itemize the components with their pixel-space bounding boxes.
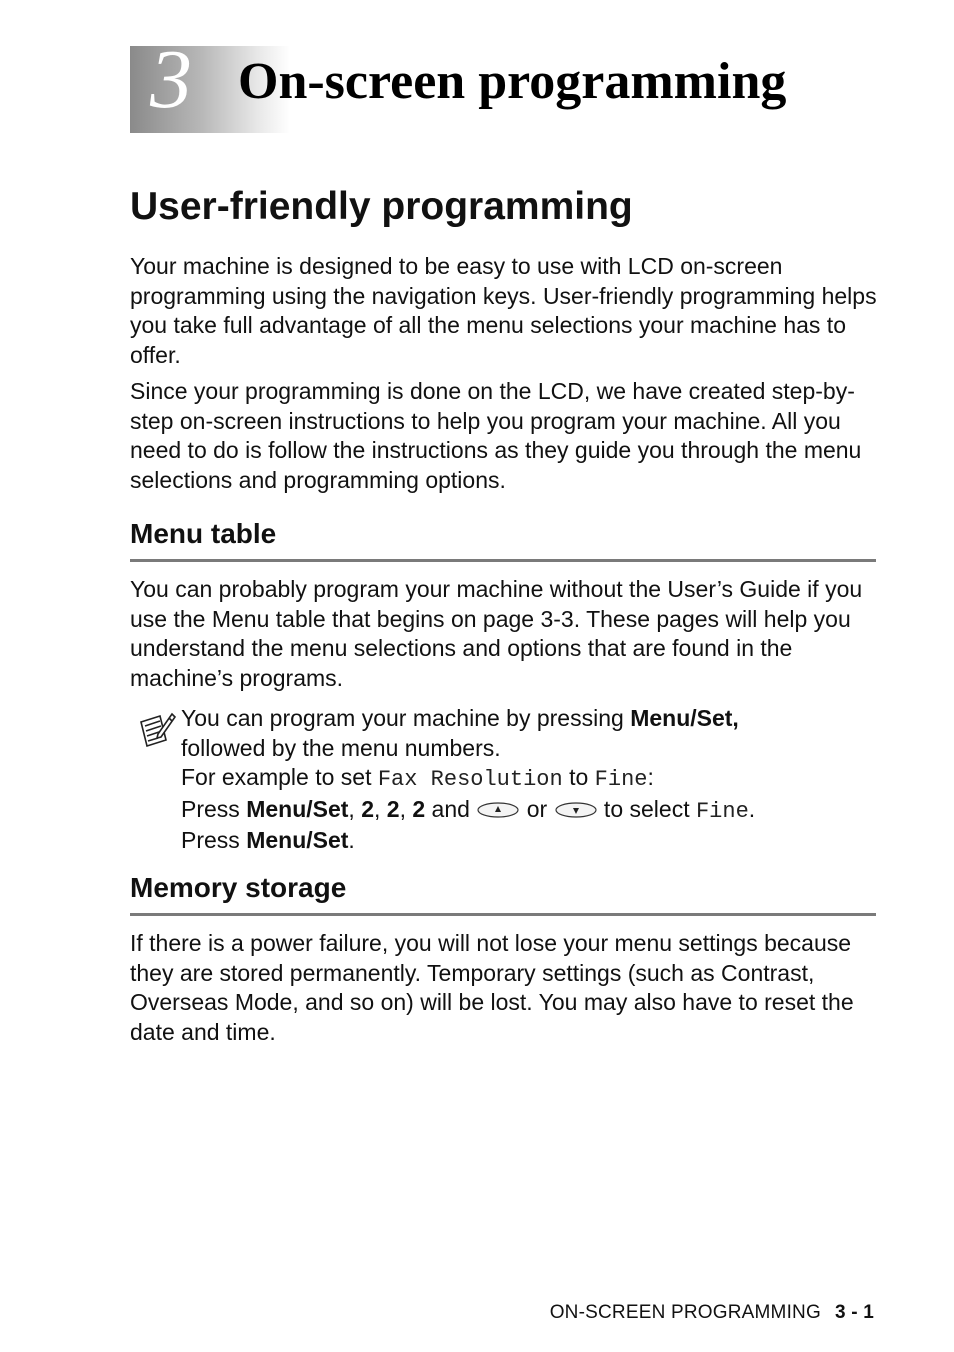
chapter-number: 3 [150,33,192,126]
menu-number: 2 [361,795,374,822]
note-line-5 [181,826,881,856]
note-text: to [562,764,595,790]
note-text: or [520,795,554,822]
note-line-2: followed by the menu numbers. [181,734,501,761]
note-text: . [748,795,756,822]
note-text: , [348,795,362,822]
menu-set-key-label: Menu/Set, [630,705,739,731]
lcd-setting-name: Fax Resolution [377,767,563,792]
menu-set-key-label: Menu/Set [246,795,349,822]
footer-section-name: ON-SCREEN PROGRAMMING [549,1302,821,1323]
note-block [181,704,881,856]
lcd-setting-value: Fine [594,767,648,792]
menu-table-paragraph: You can probably program your machine without the User’s Guide if you use the Menu table that begins on page 3-3. These pages will help you understand the menu selections and options that are found in the machine’s programs. [130,576,863,691]
note-text: Press [181,795,247,822]
memory-storage-paragraph: If there is a power failure, you will not lose your menu settings because they are stored permanently. Temporary settings (such as Contrast, Overseas Mode, and so on) will be lost. You may also have to reset the date and time. [130,930,854,1045]
note-text: to select [597,795,696,822]
note-line-3 [181,763,881,795]
menu-table-rule [130,559,876,562]
note-text: : [647,764,654,790]
memory-storage-heading: Memory storage [130,872,347,903]
section-title: User-friendly programming [130,185,633,228]
note-text: Press [181,827,247,853]
intro-paragraph-1: Your machine is designed to be easy to use with LCD on-screen programming using the navigation keys. User-friendly programming helps you take full advantage of all the menu selections your machine has to offer. [130,253,877,368]
page-footer [550,1302,874,1324]
down-arrow-key-icon [554,801,598,819]
memory-storage-rule [130,913,876,916]
menu-set-key-label: Menu/Set [246,827,349,853]
note-line-4 [181,795,881,827]
menu-number: 2 [386,795,400,822]
note-line-1 [181,704,881,734]
menu-number: 2 [412,795,426,822]
note-text: , [399,795,413,822]
page-number: 3 - 1 [834,1302,874,1323]
intro-paragraph-2: Since your programming is done on the LCD, we have created step-by-step on-screen instructions to help you program your machine. All you need to do is follow the instructions as they guide you through the menu selections and programming options. [130,378,862,493]
chapter-title: On-screen programming [238,53,787,110]
note-text: . [348,827,355,853]
note-text: , [374,795,387,822]
lcd-setting-value: Fine [695,798,749,824]
note-text: You can program your machine by pressing [181,705,631,731]
note-pencil-icon [136,710,178,752]
menu-table-heading: Menu table [130,518,277,549]
note-text: and [425,795,477,822]
up-arrow-key-icon [476,801,520,819]
note-text: For example to set [181,764,378,790]
